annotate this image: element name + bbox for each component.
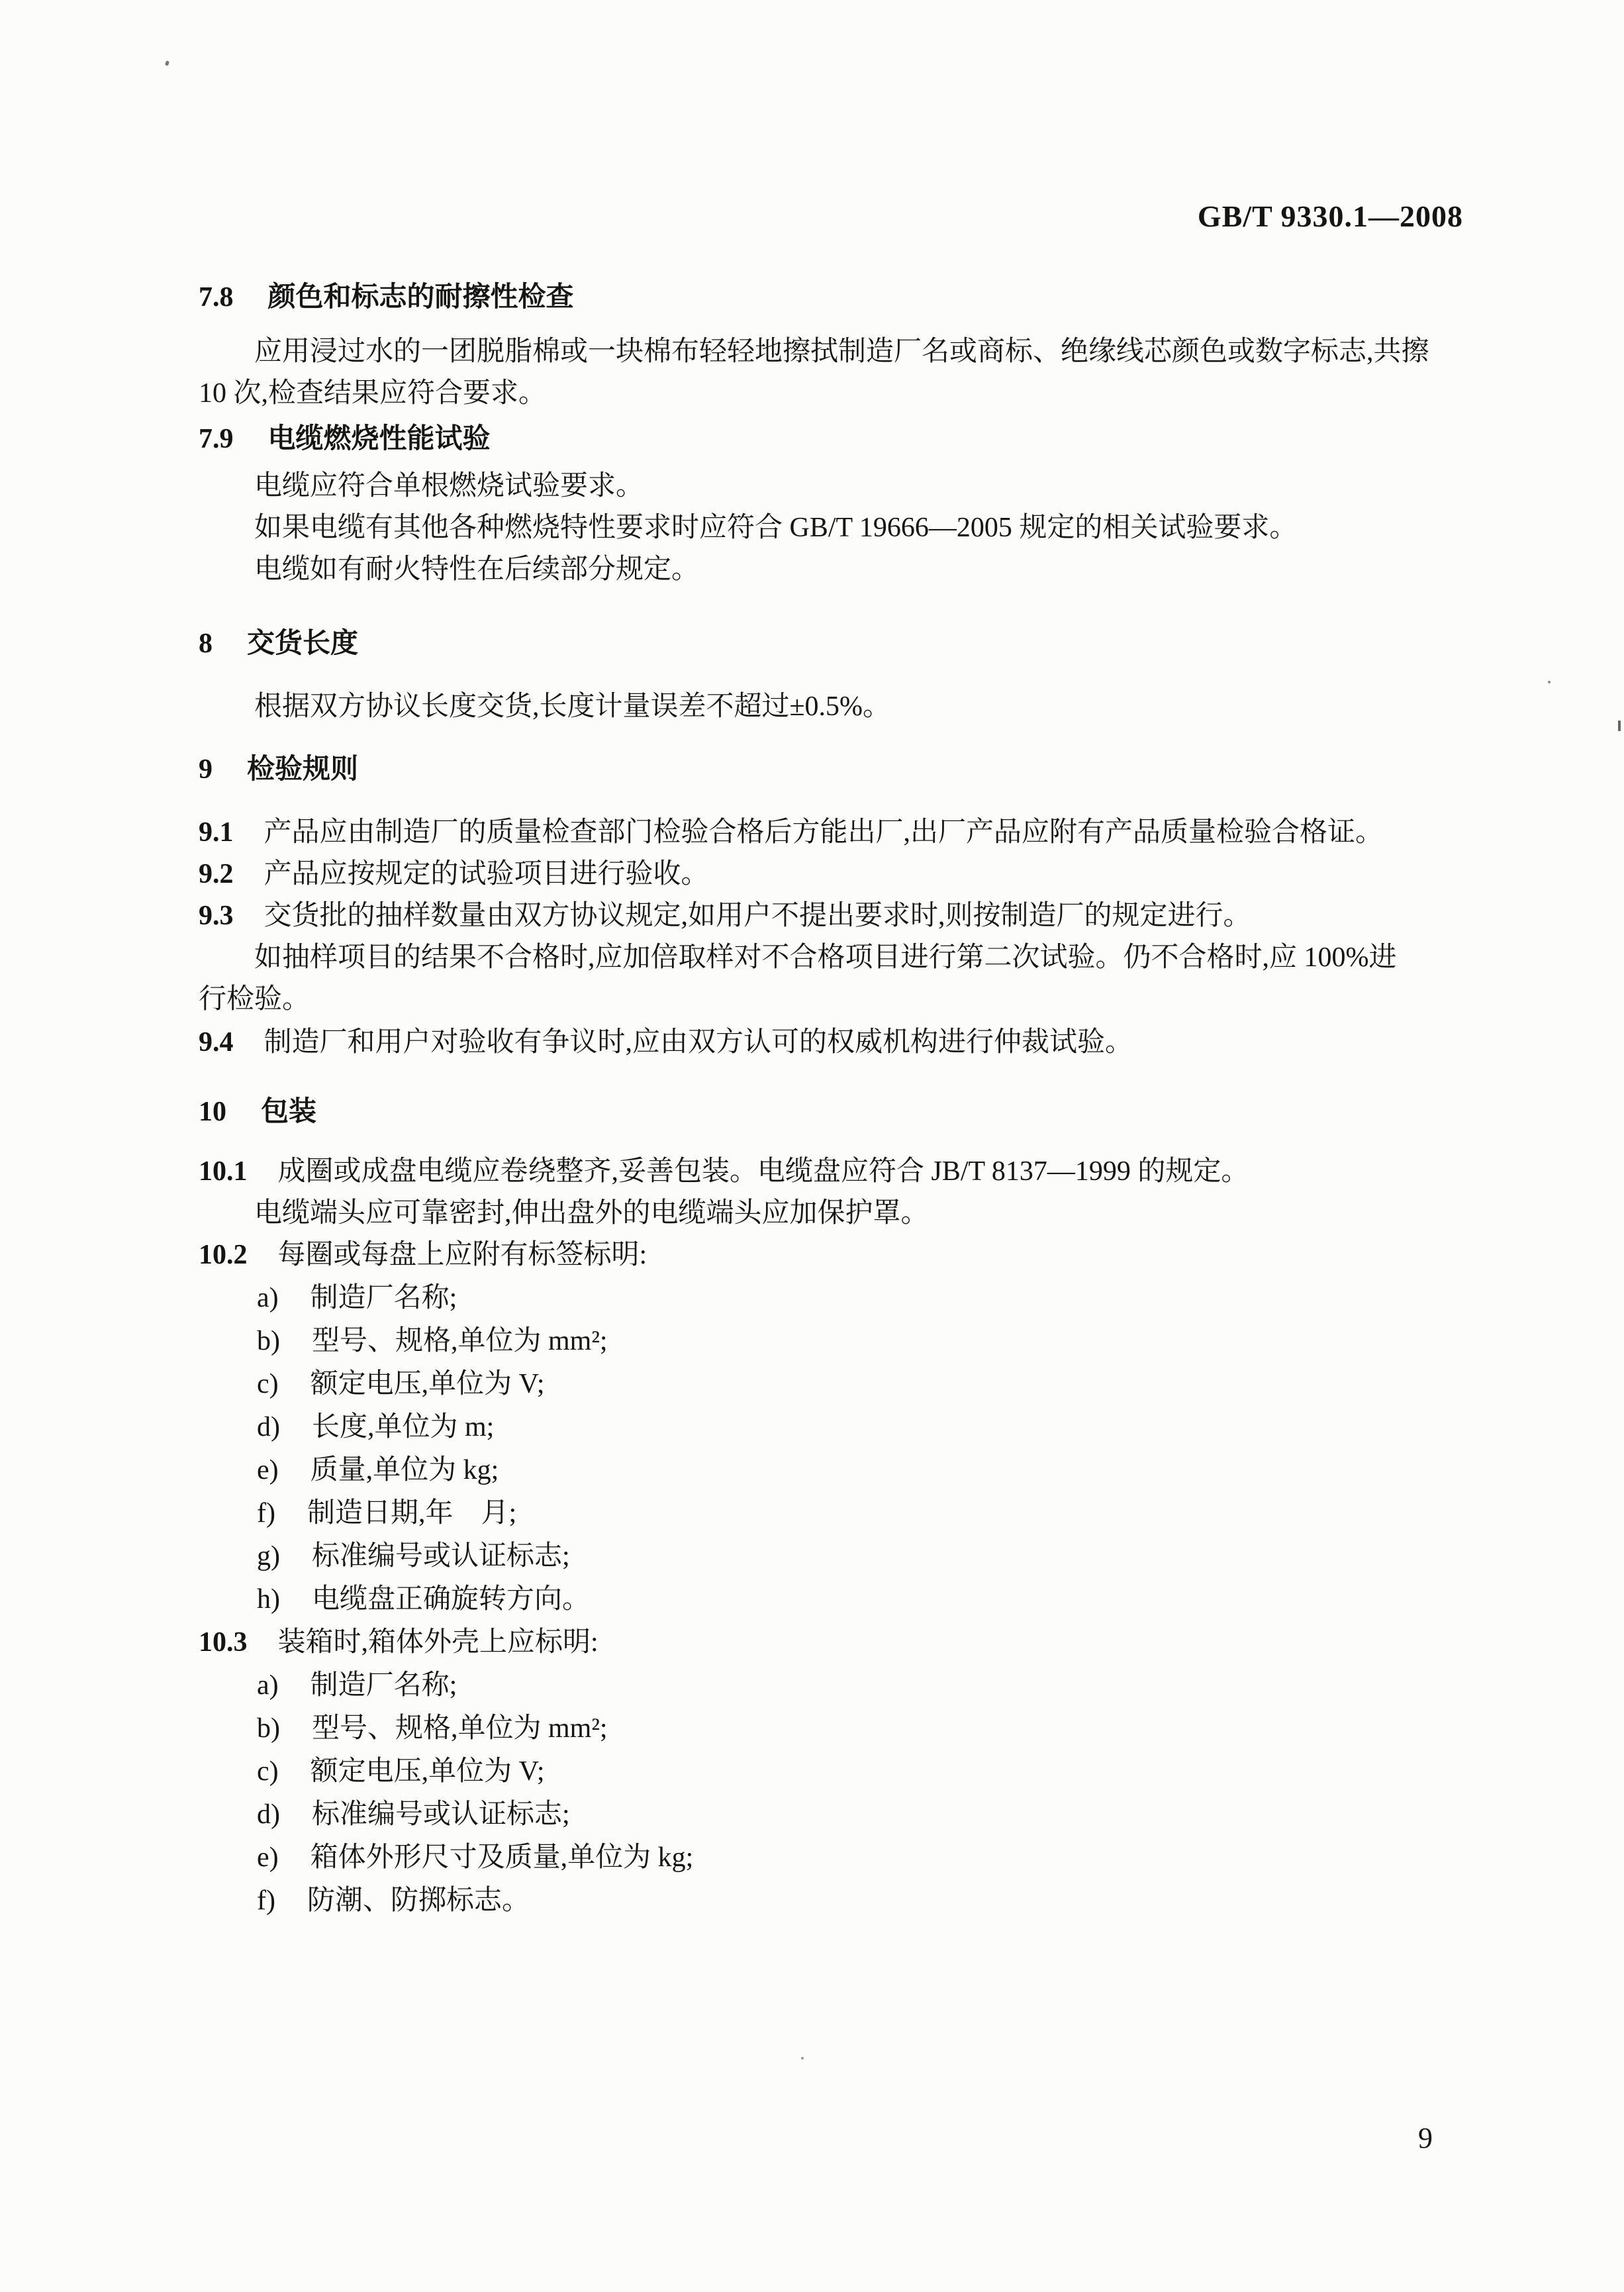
- list-item-letter: b): [257, 1713, 280, 1744]
- list-item-letter: h): [257, 1584, 280, 1615]
- list-item-text: 制造厂名称;: [310, 1283, 457, 1313]
- list-item-text: 型号、规格,单位为 mm²;: [312, 1326, 608, 1356]
- list-item-letter: d): [257, 1412, 280, 1442]
- list-item-text: 标准编号或认证标志;: [312, 1541, 570, 1571]
- clause-10-2-text: 每圈或每盘上应附有标签标明:: [277, 1240, 647, 1270]
- list-item-text: 额定电压,单位为 V;: [310, 1369, 545, 1399]
- list-item-letter: c): [257, 1756, 279, 1787]
- clause-9-3-text: 交货批的抽样数量由双方协议规定,如用户不提出要求时,则按制造厂的规定进行。: [263, 901, 1251, 931]
- list-item-text: 型号、规格,单位为 mm²;: [312, 1713, 608, 1744]
- clause-10-1-text: 成圈或成盘电缆应卷绕整齐,妥善包装。电缆盘应符合 JB/T 8137—1999 的规定。: [277, 1156, 1249, 1187]
- clause-7-9-title: 电缆燃烧性能试验: [267, 424, 491, 454]
- clause-10-3: [199, 1622, 1463, 1664]
- clause-10-heading: [199, 1091, 1463, 1133]
- clause-10-title: 包装: [261, 1097, 317, 1127]
- list-item-letter: f): [257, 1885, 275, 1916]
- list-item: [199, 1320, 1463, 1362]
- clause-10-1-paragraph-2: 电缆端头应可靠密封,伸出盘外的电缆端头应加保护罩。: [254, 1198, 929, 1228]
- scan-speck: [801, 2057, 804, 2060]
- list-item-text: 箱体外形尺寸及质量,单位为 kg;: [310, 1842, 694, 1873]
- list-item: [199, 1450, 1463, 1491]
- list-item: [199, 1751, 1463, 1793]
- clause-9-3: [199, 895, 1463, 937]
- list-item: [199, 1493, 1463, 1534]
- list-item: [199, 1536, 1463, 1577]
- scan-speck: [165, 60, 169, 66]
- list-item-text: 制造日期,年 月;: [307, 1498, 517, 1528]
- list-item: [199, 1837, 1463, 1879]
- clause-7-8-title: 颜色和标志的耐擦性检查: [267, 282, 574, 313]
- clause-7-8-paragraph-line-1: 应用浸过水的一团脱脂棉或一块棉布轻轻地擦拭制造厂名或商标、绝缘线芯颜色或数字标志,共擦: [254, 336, 1429, 367]
- clause-8-heading: [199, 623, 1463, 665]
- clause-7-9-heading: [199, 419, 1463, 460]
- list-item-letter: a): [257, 1670, 279, 1701]
- list-item: [199, 1708, 1463, 1750]
- clause-9-1: [199, 812, 1463, 854]
- clause-10-number: 10: [199, 1097, 226, 1127]
- clause-9-title: 检验规则: [247, 754, 359, 785]
- list-item-text: 制造厂名称;: [310, 1670, 457, 1701]
- clause-8-paragraph-1: 根据双方协议长度交货,长度计量误差不超过±0.5%。: [254, 691, 891, 722]
- clause-7-9-paragraph-3: 电缆如有耐火特性在后续部分规定。: [254, 554, 700, 585]
- scan-speck: [1618, 721, 1621, 731]
- list-item-letter: g): [257, 1541, 280, 1571]
- clause-9-2: [199, 854, 1463, 895]
- list-item-text: 长度,单位为 m;: [312, 1412, 495, 1442]
- list-item-text: 标准编号或认证标志;: [312, 1799, 570, 1830]
- clause-10-1: [199, 1151, 1463, 1193]
- list-item-text: 质量,单位为 kg;: [310, 1455, 499, 1485]
- clause-9-3-number: 9.3: [199, 901, 234, 931]
- list-item-letter: a): [257, 1283, 279, 1313]
- clause-7-9-number: 7.9: [199, 424, 234, 454]
- list-item-letter: e): [257, 1455, 279, 1485]
- list-item-letter: d): [257, 1799, 280, 1830]
- scan-speck: [1548, 681, 1551, 683]
- page-number: 9: [1418, 2122, 1433, 2154]
- page-content: [199, 0, 1463, 1922]
- clause-10-2: [199, 1234, 1463, 1276]
- list-item-letter: f): [257, 1498, 275, 1528]
- clause-8-title: 交货长度: [247, 628, 359, 659]
- clause-9-4-text: 制造厂和用户对验收有争议时,应由双方认可的权威机构进行仲裁试验。: [263, 1027, 1133, 1058]
- list-item-letter: b): [257, 1326, 280, 1356]
- clause-7-8-paragraph-line-2: 10 次,检查结果应符合要求。: [199, 378, 547, 409]
- list-item: [199, 1794, 1463, 1836]
- clause-10-1-number: 10.1: [199, 1156, 248, 1187]
- list-item: [199, 1579, 1463, 1620]
- list-item: [199, 1665, 1463, 1707]
- clause-9-1-number: 9.1: [199, 817, 234, 848]
- clause-9-3-paragraph-2-line-1: 如抽样项目的结果不合格时,应加倍取样对不合格项目进行第二次试验。仍不合格时,应 100%进: [254, 942, 1397, 973]
- clause-9-4-number: 9.4: [199, 1027, 234, 1058]
- clause-9-1-text: 产品应由制造厂的质量检查部门检验合格后方能出厂,出厂产品应附有产品质量检验合格证。: [263, 817, 1384, 848]
- clause-9-heading: [199, 749, 1463, 791]
- clause-10-2-number: 10.2: [199, 1240, 248, 1270]
- list-item-text: 防潮、防掷标志。: [307, 1885, 530, 1916]
- clause-9-3-paragraph-2-line-2: 行检验。: [199, 984, 310, 1015]
- clause-9-4: [199, 1022, 1463, 1064]
- clause-9-number: 9: [199, 754, 213, 785]
- list-item: [199, 1364, 1463, 1405]
- clause-9-2-text: 产品应按规定的试验项目进行验收。: [263, 859, 709, 889]
- list-item: [199, 1407, 1463, 1448]
- clause-8-number: 8: [199, 628, 213, 659]
- clause-7-8-heading: [199, 277, 1463, 319]
- list-item-text: 额定电压,单位为 V;: [310, 1756, 545, 1787]
- clause-10-3-number: 10.3: [199, 1627, 248, 1658]
- list-item-letter: e): [257, 1842, 279, 1873]
- list-item: [199, 1277, 1463, 1319]
- standard-number: GB/T 9330.1—2008: [1197, 199, 1463, 233]
- list-item: [199, 1880, 1463, 1922]
- clause-10-3-text: 装箱时,箱体外壳上应标明:: [277, 1627, 598, 1658]
- clause-9-2-number: 9.2: [199, 859, 234, 889]
- clause-7-9-paragraph-1: 电缆应符合单根燃烧试验要求。: [254, 471, 644, 501]
- list-item-text: 电缆盘正确旋转方向。: [312, 1584, 591, 1615]
- clause-7-9-paragraph-2: 如果电缆有其他各种燃烧特性要求时应符合 GB/T 19666—2005 规定的相关试验要求。: [254, 513, 1298, 543]
- clause-7-8-number: 7.8: [199, 282, 234, 313]
- list-item-letter: c): [257, 1369, 279, 1399]
